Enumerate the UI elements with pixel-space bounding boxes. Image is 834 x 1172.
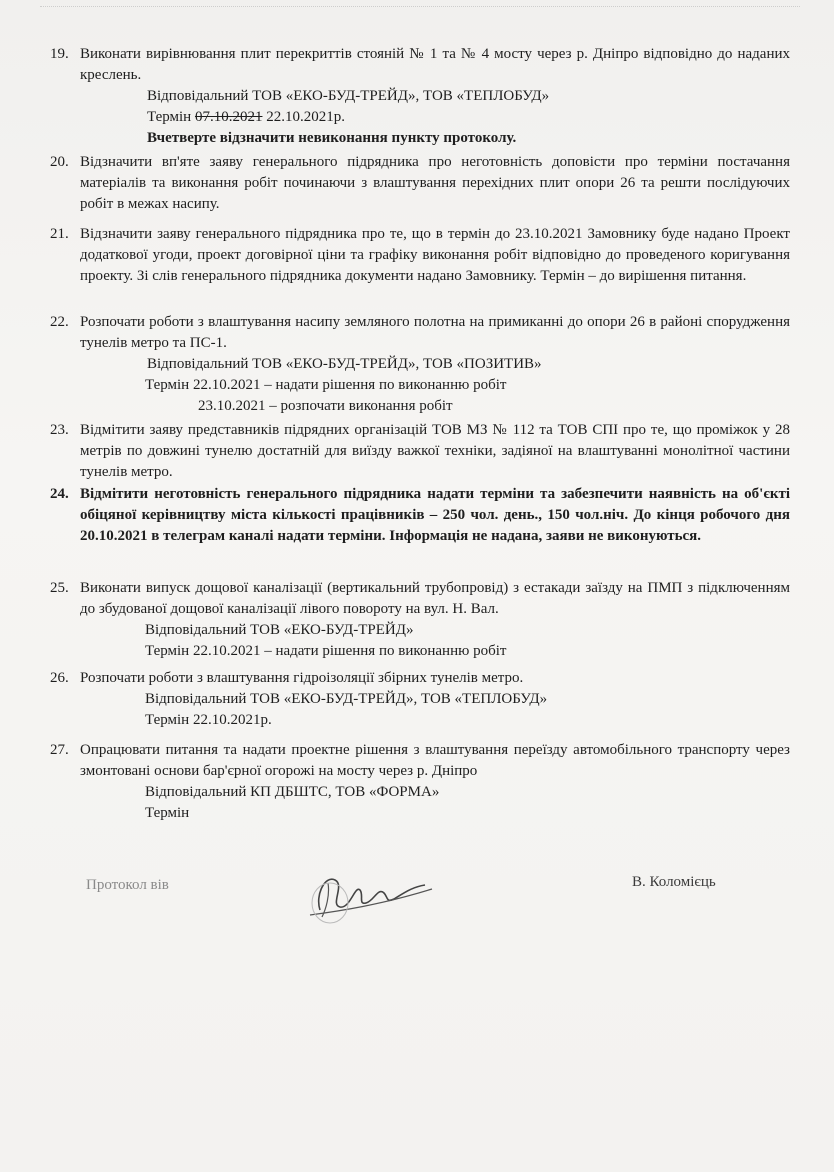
responsible-line: Відповідальний ТОВ «ЕКО-БУД-ТРЕЙД» [145,622,414,638]
item-number: 27. [50,742,69,758]
protocol-item-26 [50,668,790,731]
protocol-item-25 [50,578,790,662]
item-number: 25. [50,580,69,596]
term-line-2: 23.10.2021 – розпочати виконання робіт [198,398,453,414]
item-number: 26. [50,670,69,686]
item-number: 21. [50,226,69,242]
term-line [147,107,790,128]
term-line: Термін 22.10.2021 – надати рішення по виконанню робіт [145,377,507,393]
item-text: Відзначити вп'яте заяву генерального підрядника про неготовність доповісти про терміни постачання матеріалів та виконання робіт починаючи з влаштування перехідних плит опори 26 та решти послідуючих робіт в межах насипу. [80,154,790,212]
term-line: Термін 22.10.2021 – надати рішення по виконанню робіт [145,643,507,659]
responsible-line: Відповідальний ТОВ «ЕКО-БУД-ТРЕЙД», ТОВ «ТЕПЛОБУД» [147,88,550,104]
item-text: Відмітити неготовність генерального підрядника надати терміни та забезпечити наявність на об'єкті обіцяної керівництву міста кількості працівників – 250 чол. день., 150 чол.ніч. До кінця робочого дня 20.10.2021 в телеграм каналі надати терміни. Інформація не надана, заяви не виконуються. [80,486,790,544]
term-new-date: 22.10.2021р. [266,109,345,125]
protocol-recorder-label: Протокол вів [86,877,169,893]
item-text: Розпочати роботи з влаштування гідроізоляції збірних тунелів метро. [80,670,524,686]
item-text: Опрацювати питання та надати проектне рішення з влаштування переїзду автомобільного транспорту через змонтовані основи бар'єрної огорожі на мосту через р. Дніпро [80,742,790,779]
protocol-item-27 [50,740,790,824]
item-number: 23. [50,422,69,438]
signature-image [300,865,440,925]
term-line: Термін 22.10.2021р. [145,712,272,728]
protocol-item-19 [50,44,790,149]
item-number: 20. [50,154,69,170]
item-number: 24. [50,486,69,502]
protocol-item-24 [50,484,790,547]
item-text: Відзначити заяву генерального підрядника про те, що в термін до 23.10.2021 Замовнику буде надано Проект додаткової угоди, проект договірної ціни та графіку виконання робіт відповідно до проведеного коригування проекту. Зі слів генерального підрядника документи надано Замовнику. Термін – до вирішення питання. [80,226,790,284]
term-line: Термін [145,805,190,821]
scan-artifact [40,6,800,21]
item-text: Виконати випуск дощової каналізації (вертикальний трубопровід) з естакади заїзду на ПМП з підключенням до збудованої дощової каналізації лівого повороту на вул. Н. Вал. [80,580,790,617]
item-number: 19. [50,46,69,62]
item-text: Виконати вирівнювання плит перекриттів стояній № 1 та № 4 мосту через р. Дніпро відповідно до наданих креслень. [80,46,790,83]
responsible-line: Відповідальний ТОВ «ЕКО-БУД-ТРЕЙД», ТОВ «ПОЗИТИВ» [147,356,542,372]
item-note: Вчетверте відзначити невиконання пункту протоколу. [147,130,517,146]
protocol-item-20 [50,152,790,215]
item-text: Відмітити заяву представників підрядних організацій ТОВ МЗ № 112 та ТОВ СПІ про те, що проміжок у 28 метрів по довжині тунелю достатній для виїзду важкої техніки, задіяної на влаштуванні монолітної частини тунелів метро. [80,422,790,480]
responsible-line: Відповідальний КП ДБШТС, ТОВ «ФОРМА» [145,784,440,800]
term-old-date: 07.10.2021 [194,109,263,125]
item-text: Розпочати роботи з влаштування насипу земляного полотна на примиканні до опори 26 в районі спорудження тунелів метро та ПС-1. [80,314,790,351]
protocol-item-23 [50,420,790,483]
protocol-item-21 [50,224,790,287]
term-label: Термін [147,109,192,125]
item-number: 22. [50,314,69,330]
responsible-line: Відповідальний ТОВ «ЕКО-БУД-ТРЕЙД», ТОВ «ТЕПЛОБУД» [145,691,548,707]
protocol-item-22 [50,312,790,417]
recorder-name: В. Коломієць [632,874,716,890]
